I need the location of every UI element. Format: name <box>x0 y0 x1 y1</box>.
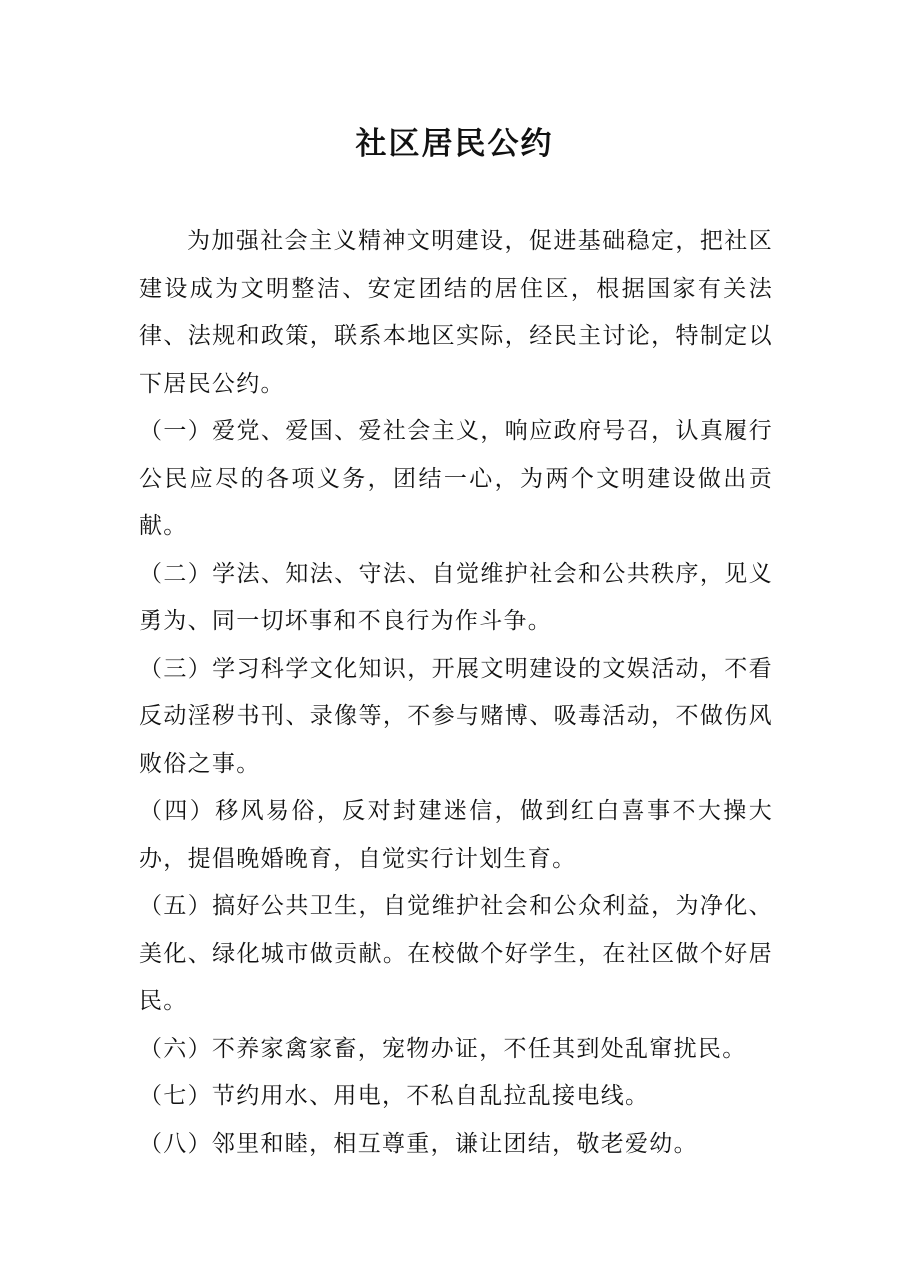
document-body <box>139 218 773 1168</box>
article-7: （七）节约用水、用电，不私自乱拉乱接电线。 <box>139 1083 650 1109</box>
article-8: （八）邻里和睦，相互尊重，谦让团结，敬老爱幼。 <box>139 1130 698 1157</box>
article-2: （二）学法、知法、守法、自觉维护社会和公共秩序，见义勇为、同一切坏事和不良行为作斗争。 <box>139 560 773 634</box>
article-6: （六）不养家禽家畜，宠物办证，不任其到处乱窜扰民。 <box>139 1035 747 1062</box>
document-title: 社区居民公约 <box>355 126 554 162</box>
article-1: （一）爱党、爱国、爱社会主义，响应政府号召，认真履行公民应尽的各项义务，团结一心，为两个文明建设做出贡献。 <box>139 418 773 539</box>
article-3: （三）学习科学文化知识，开展文明建设的文娱活动，不看反动淫秽书刊、录像等，不参与赌博、吸毒活动，不做伤风败俗之事。 <box>139 655 773 777</box>
intro-paragraph: 为加强社会主义精神文明建设，促进基础稳定，把社区建设成为文明整洁、安定团结的居住区，根据国家有关法律、法规和政策，联系本地区实际，经民主讨论，特制定以下居民公约。 <box>139 228 773 397</box>
article-4: （四）移风易俗，反对封建迷信，做到红白喜事不大操大办，提倡晚婚晚育，自觉实行计划生育。 <box>139 798 773 872</box>
article-5: （五）搞好公共卫生，自觉维护社会和公众利益，为净化、美化、绿化城市做贡献。在校做个好学生，在社区做个好居民。 <box>139 893 773 1014</box>
